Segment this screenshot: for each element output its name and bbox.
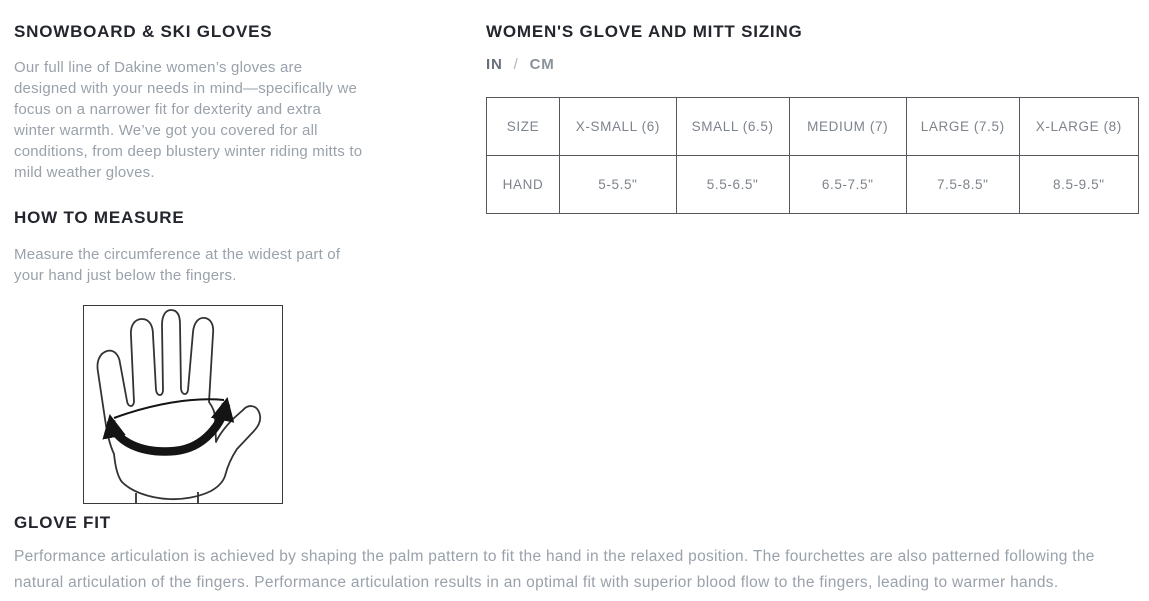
cell-hand-xsmall: 5-5.5"	[560, 156, 677, 214]
cell-hand-medium: 6.5-7.5"	[789, 156, 906, 214]
unit-cm-button[interactable]: CM	[529, 56, 555, 73]
row-label-hand: HAND	[487, 156, 560, 214]
gloves-intro-text: Our full line of Dakine women’s gloves are designed with your needs in mind—specifically we focus on a narrower fit for dexterity and extra winter warmth. We’ve got you covered for all conditions, from deep blustery winter riding mitts to mild weather gloves.	[14, 59, 363, 181]
header-cell-large: LARGE (7.5)	[906, 98, 1019, 156]
glove-fit-section	[14, 513, 1126, 596]
section-title-sizing: WOMEN'S GLOVE AND MITT SIZING	[486, 22, 803, 41]
table-row-hand	[487, 156, 1139, 214]
cell-hand-large: 7.5-8.5"	[906, 156, 1019, 214]
unit-toggle	[486, 56, 1140, 73]
unit-separator: /	[513, 56, 519, 73]
sizing-table	[486, 97, 1139, 214]
unit-in-button[interactable]: IN	[486, 56, 503, 73]
header-cell-xsmall: X-SMALL (6)	[560, 98, 677, 156]
measure-instructions: Measure the circumference at the widest part of your hand just below the fingers.	[14, 246, 341, 284]
header-cell-small: SMALL (6.5)	[676, 98, 789, 156]
sizing-column	[486, 22, 1140, 214]
glove-fit-text: Performance articulation is achieved by shaping the palm pattern to fit the hand in the relaxed position. The fourchettes are also patterned following the natural articulation of the fingers. Performance articulation results in an optimal fit with superior blood flow to the fingers, leading to warmer hands.	[14, 548, 1095, 591]
section-title-gloves: SNOWBOARD & SKI GLOVES	[14, 22, 273, 41]
header-cell-xlarge: X-LARGE (8)	[1019, 98, 1138, 156]
header-cell-size: SIZE	[487, 98, 560, 156]
cell-hand-xlarge: 8.5-9.5"	[1019, 156, 1138, 214]
cell-hand-small: 5.5-6.5"	[676, 156, 789, 214]
left-column	[14, 22, 366, 504]
hand-outline	[97, 310, 260, 499]
table-header-row	[487, 98, 1139, 156]
hand-measurement-illustration	[83, 305, 283, 504]
hand-diagram	[84, 306, 282, 503]
section-title-glove-fit: GLOVE FIT	[14, 513, 111, 532]
section-title-how-to-measure: HOW TO MEASURE	[14, 208, 185, 227]
header-cell-medium: MEDIUM (7)	[789, 98, 906, 156]
